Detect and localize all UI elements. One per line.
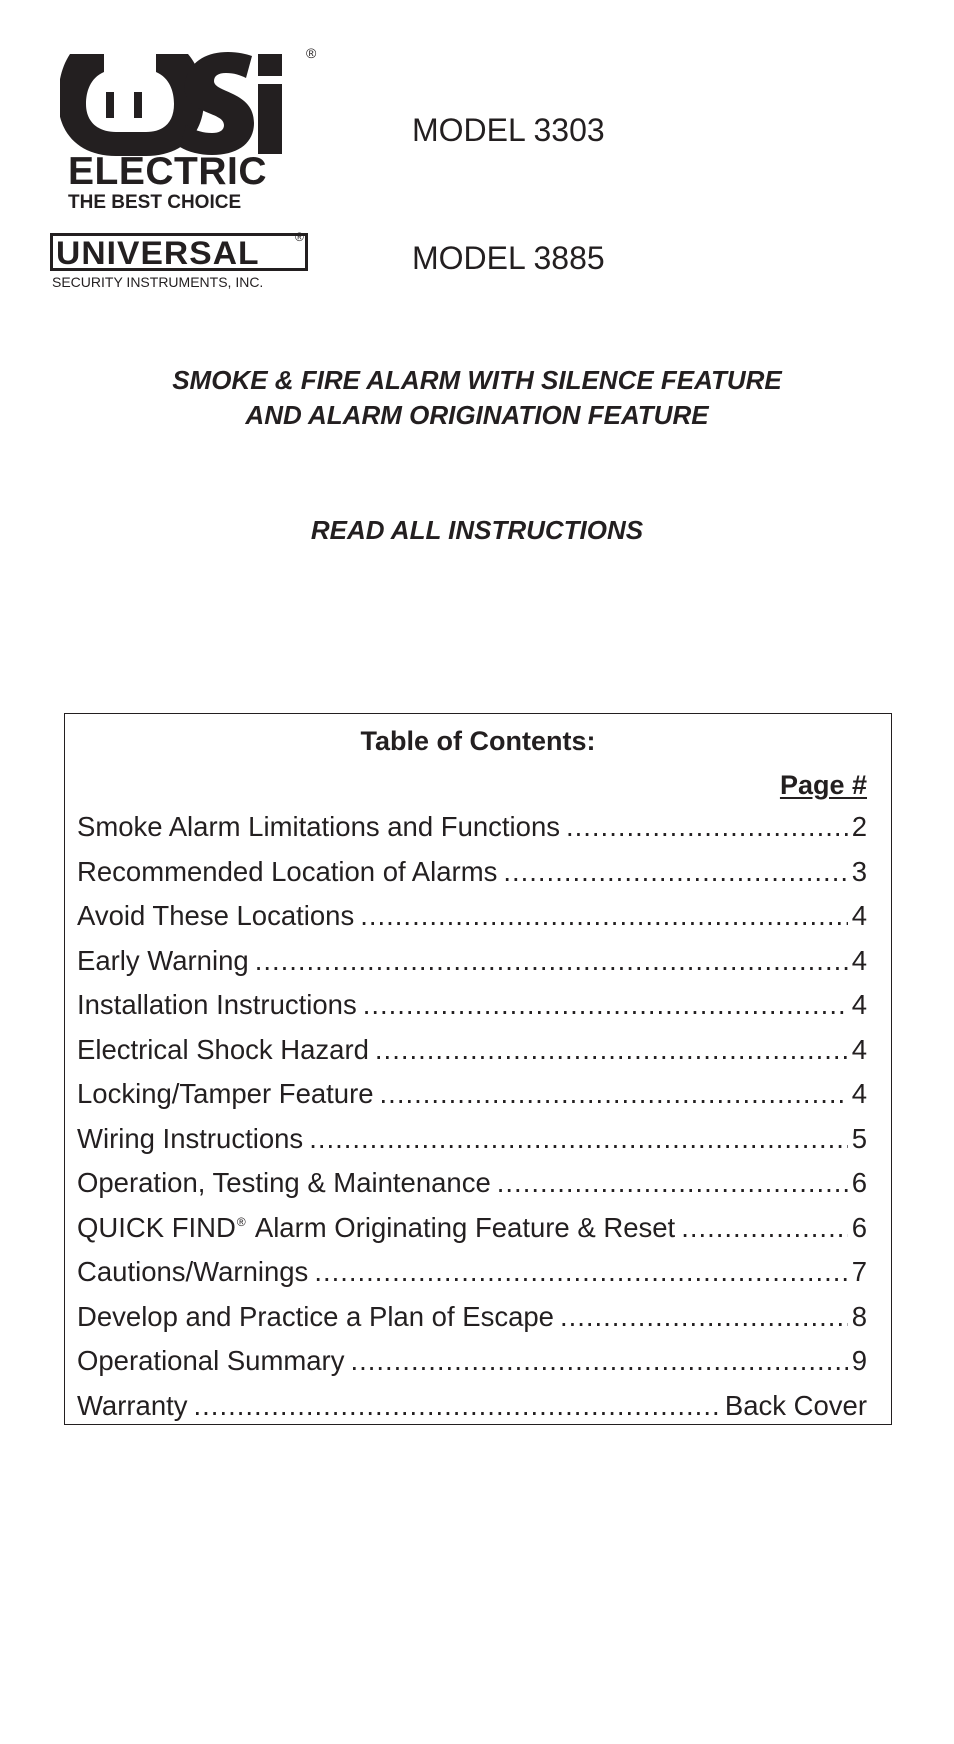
toc-entry-page: 4: [851, 1033, 867, 1065]
toc-entry: [77, 1122, 867, 1167]
toc-entry-page: 6: [851, 1211, 867, 1243]
toc-entry-label: [77, 899, 354, 933]
dot-leader: [681, 1211, 848, 1245]
toc-entry-label-text: Recommended Location of Alarms: [77, 855, 498, 887]
usi-brand-name: ELECTRIC: [68, 150, 267, 193]
dot-leader: [503, 855, 847, 889]
usi-logo-mark: [60, 48, 290, 158]
toc-entry: [77, 1255, 867, 1300]
toc-entry-label: [77, 988, 357, 1022]
product-title-line: SMOKE & FIRE ALARM WITH SILENCE FEATURE: [172, 365, 782, 395]
usi-registered-mark: ®: [306, 45, 317, 61]
dot-leader: [350, 1344, 847, 1378]
toc-entry-label: [77, 855, 497, 889]
dot-leader: [309, 1122, 848, 1156]
dot-leader: [560, 1300, 848, 1334]
toc-entry-label-text: Operation, Testing & Maintenance: [77, 1167, 491, 1198]
toc-entry-label-text: Wiring Instructions: [77, 1122, 304, 1154]
toc-page-header: Page #: [779, 770, 867, 800]
universal-wordmark: UNIVERSAL: [56, 235, 260, 271]
toc-entry: [77, 1300, 867, 1345]
toc-entry-page: 4: [851, 1078, 867, 1109]
dot-leader: [314, 1255, 847, 1289]
toc-entry-label: [77, 1166, 491, 1200]
dot-leader: [380, 1077, 848, 1111]
toc-entry-label: [77, 1033, 369, 1067]
universal-logo: [50, 230, 312, 293]
toc-entry-page: 6: [851, 1167, 867, 1198]
toc-entry-label-text: Electrical Shock Hazard: [77, 1033, 369, 1065]
toc-entry-label-text: Operational Summary: [77, 1345, 345, 1376]
toc-entry-label: [77, 1300, 554, 1334]
toc-entry-label-text: Develop and Practice a Plan of Escape: [77, 1300, 554, 1332]
usi-electric-logo: [60, 45, 317, 213]
usi-tagline: THE BEST CHOICE: [68, 192, 242, 213]
toc-entry-label: [77, 1077, 374, 1111]
dot-leader: [566, 810, 848, 844]
dot-leader: [375, 1033, 848, 1067]
toc-entry: [77, 1033, 867, 1078]
product-title-line: AND ALARM ORIGINATION FEATURE: [245, 400, 709, 430]
dot-leader: [363, 988, 848, 1022]
toc-entry-page: 2: [851, 811, 867, 842]
toc-entry: [77, 1344, 867, 1389]
registered-mark: ®: [236, 1214, 246, 1229]
table-of-contents: [64, 713, 892, 1425]
toc-list: [77, 810, 867, 1433]
toc-entry-label-suffix: Alarm Originating Feature & Reset: [248, 1211, 676, 1243]
model-number: MODEL 3303: [412, 112, 605, 148]
toc-entry: [77, 810, 867, 855]
dot-leader: [194, 1389, 721, 1423]
toc-entry: [77, 1389, 867, 1434]
universal-company-name: SECURITY INSTRUMENTS, INC.: [52, 274, 264, 290]
toc-entry-page: 5: [851, 1122, 867, 1154]
toc-entry-page: Back Cover: [724, 1389, 867, 1421]
toc-entry-label-text: Smoke Alarm Limitations and Functions: [77, 811, 560, 842]
toc-entry-label-text: QUICK FIND: [77, 1211, 236, 1243]
toc-entry-label-text: Early Warning: [77, 944, 249, 976]
toc-entry: [77, 1211, 867, 1256]
toc-entry: [77, 899, 867, 944]
toc-entry-label: [77, 1344, 344, 1378]
toc-entry: [77, 944, 867, 989]
toc-entry-label-text: Warranty: [77, 1389, 188, 1421]
dot-leader: [497, 1166, 848, 1200]
universal-registered-mark: ®: [295, 230, 304, 244]
toc-entry-page: 3: [851, 855, 867, 887]
toc-entry: [77, 988, 867, 1033]
toc-entry-label-text: Locking/Tamper Feature: [77, 1078, 374, 1109]
toc-entry-label-text: Avoid These Locations: [77, 900, 355, 931]
toc-entry-label-text: Cautions/Warnings: [77, 1256, 309, 1287]
dot-leader: [255, 944, 848, 978]
toc-entry: [77, 1166, 867, 1211]
toc-entry: [77, 855, 867, 900]
universal-wordmark-box: [50, 230, 308, 271]
toc-entry-page: 7: [851, 1256, 867, 1287]
toc-entry-page: 4: [851, 900, 867, 931]
toc-entry-label: [77, 1389, 188, 1423]
toc-entry-page: 4: [851, 989, 867, 1020]
toc-entry: [77, 1077, 867, 1122]
toc-entry-page: 9: [851, 1345, 867, 1376]
toc-entry-page: 4: [851, 944, 867, 976]
dot-leader: [360, 899, 847, 933]
toc-entry-label: [77, 1211, 675, 1245]
toc-entry-label-text: Installation Instructions: [77, 989, 357, 1020]
toc-entry-page: 8: [851, 1300, 867, 1332]
read-instructions-notice: READ ALL INSTRUCTIONS: [310, 515, 644, 545]
model-number: MODEL 3885: [412, 240, 605, 276]
toc-entry-label: [77, 944, 249, 978]
toc-entry-label: [77, 1122, 303, 1156]
toc-title: Table of Contents:: [360, 726, 596, 756]
toc-entry-label: [77, 810, 560, 844]
toc-entry-label: [77, 1255, 308, 1289]
